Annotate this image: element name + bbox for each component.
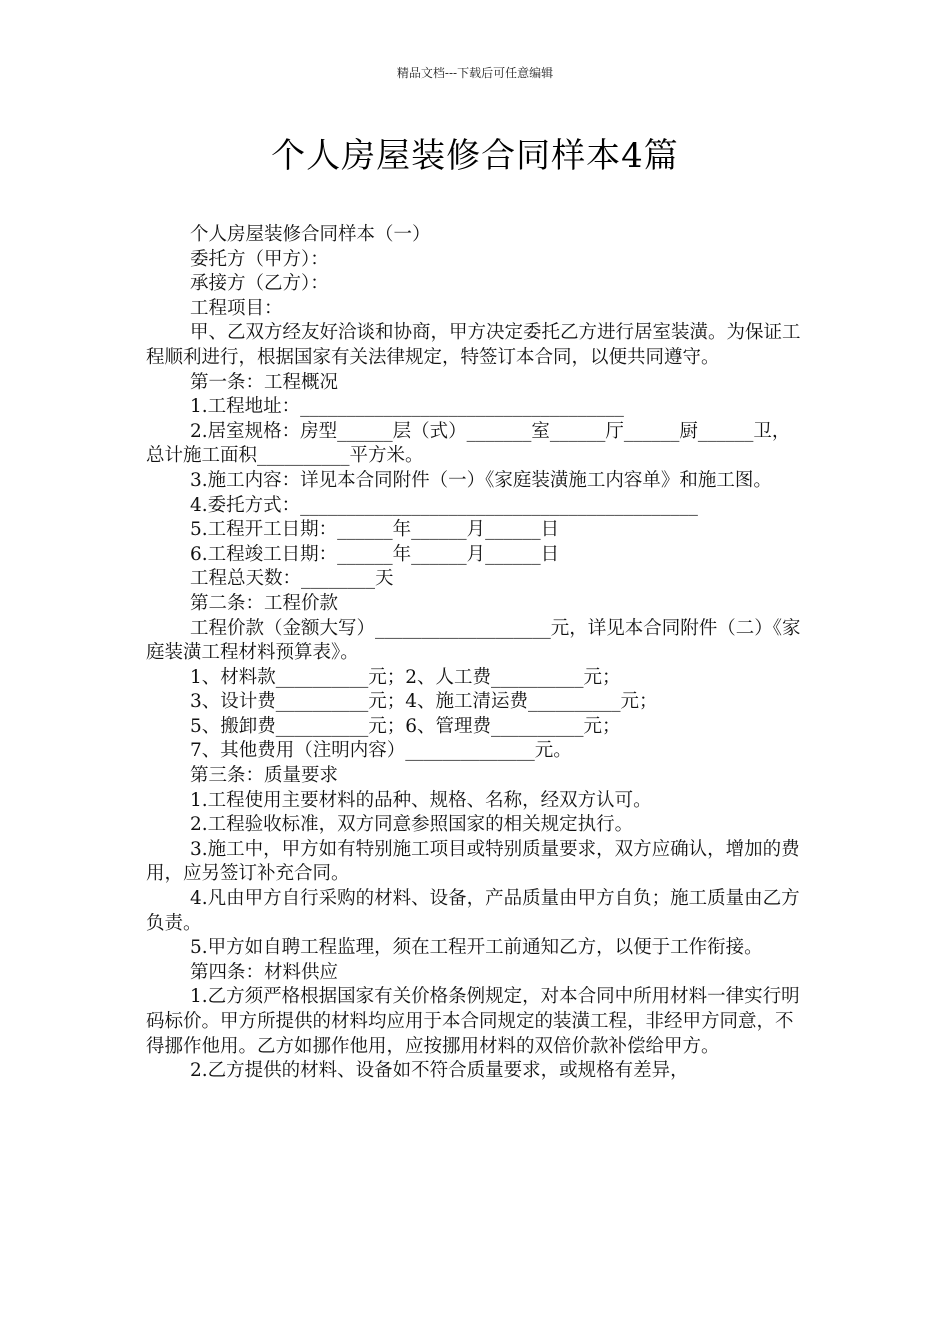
fee-line-3: 5、搬卸费__________元；6、管理费__________元； <box>190 715 621 737</box>
article-3-heading: 第三条：质量要求 <box>190 765 339 787</box>
clause-content: 3.施工内容：详见本合同附件（一）《家庭装潢施工内容单》和施工图。 <box>190 469 772 491</box>
clause-room-spec: 2.居室规格：房型______层（式）_______室______厅______厨______卫，总计施工面积__________平方米。 <box>146 420 791 467</box>
party-a-line: 委托方（甲方）： <box>190 248 329 270</box>
article-1-heading: 第一条：工程概况 <box>190 371 339 393</box>
article-2-heading: 第二条：工程价款 <box>190 592 339 614</box>
quality-clause-4: 4.凡由甲方自行采购的材料、设备，产品质量由甲方自负；施工质量由乙方负责。 <box>146 888 800 934</box>
preamble-paragraph: 甲、乙双方经友好洽谈和协商，甲方决定委托乙方进行居室装潢。为保证工程顺利进行，根据国家有关法律规定，特签订本合同，以便共同遵守。 <box>146 322 801 368</box>
quality-clause-1: 1.工程使用主要材料的品种、规格、名称，经双方认可。 <box>190 789 652 811</box>
fee-line-4: 7、其他费用（注明内容）______________元。 <box>190 740 572 762</box>
clause-delegation: 4.委托方式：___________________________________________ <box>190 494 698 516</box>
clause-address: 1.工程地址：___________________________________ <box>190 396 624 418</box>
section-heading: 个人房屋装修合同样本（一） <box>190 224 431 245</box>
header-note: 精品文档---下载后可任意编辑 <box>396 66 554 80</box>
document-body <box>146 223 808 1084</box>
supply-clause-2: 2.乙方提供的材料、设备如不符合质量要求，或规格有差异， <box>190 1060 689 1082</box>
quality-clause-3: 3.施工中，甲方如有特别施工项目或特别质量要求，双方应确认，增加的费用，应另签订补充合同。 <box>146 838 800 885</box>
quality-clause-2: 2.工程验收标准，双方同意参照国家的相关规定执行。 <box>190 814 634 836</box>
project-line: 工程项目： <box>190 297 283 319</box>
clause-price: 工程价款（金额大写）___________________元，详见本合同附件（二）《家庭装潢工程材料预算表》。 <box>146 617 801 664</box>
fee-line-1: 1、材料款__________元；2、人工费__________元； <box>190 666 621 688</box>
quality-clause-5: 5.甲方如自聘工程监理，须在工程开工前通知乙方，以便于工作衔接。 <box>190 937 763 959</box>
article-4-heading: 第四条：材料供应 <box>190 961 339 983</box>
clause-total-days: 工程总天数：________天 <box>190 568 394 590</box>
party-b-line: 承接方（乙方）： <box>190 273 329 295</box>
clause-end-date: 6.工程竣工日期：______年______月______日 <box>190 543 560 565</box>
document-title: 个人房屋装修合同样本4篇 <box>271 136 679 176</box>
fee-line-2: 3、设计费__________元；4、施工清运费__________元； <box>190 691 658 713</box>
clause-start-date: 5.工程开工日期：______年______月______日 <box>190 519 560 541</box>
supply-clause-1: 1.乙方须严格根据国家有关价格条例规定，对本合同中所用材料一律实行明码标价。甲方所提供的材料均应用于本合同规定的装潢工程，非经甲方同意，不得挪作他用。乙方如挪作他用，应按挪用材料的双倍价款补偿给甲方。 <box>146 986 800 1057</box>
